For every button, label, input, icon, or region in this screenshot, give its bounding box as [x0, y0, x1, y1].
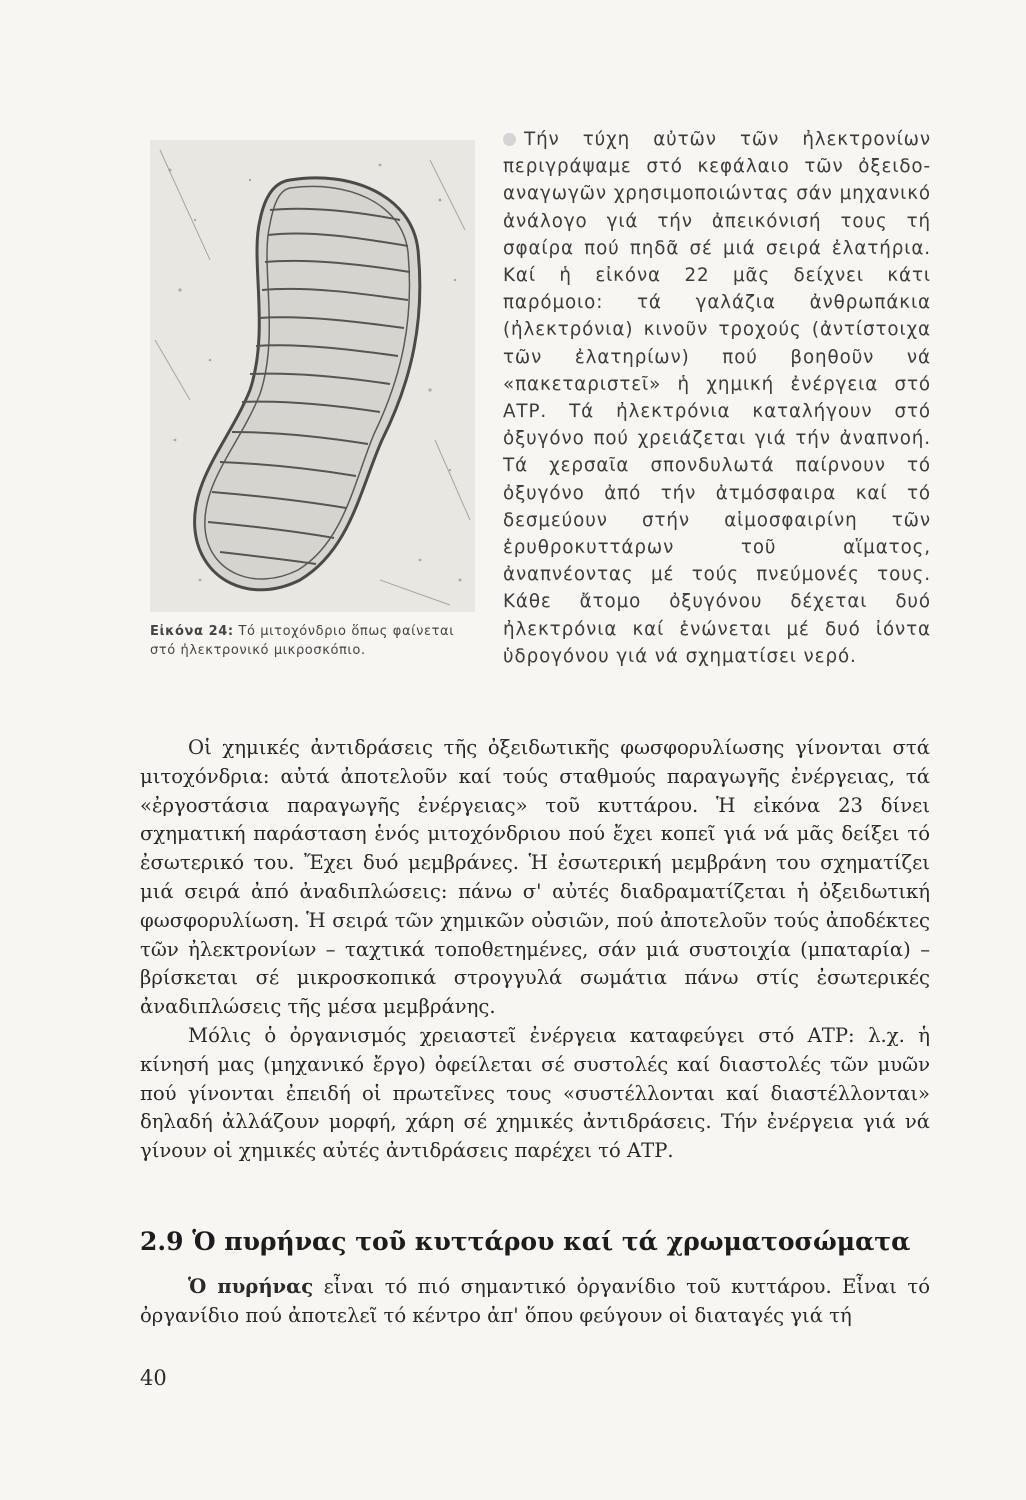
side-paragraph: Τήν τύχη αὐτῶν τῶν ἠλεκτρονίων περιγράψαμε στό κεφάλαιο τῶν ὀξειδο-αναγωγῶν χρησιμοποιώντας σάν μηχανικό ἀνάλογο γιά τήν ἀπεικόνισή τους τή σφαίρα πού πηδᾶ σέ μιά σειρά ἐλατήρια. Καί ἡ εἰκόνα 22 μᾶς δείχνει κάτι παρόμοιο: τά γαλάζια ἀνθρωπάκια (ἠλεκτρόνια) κινοῦν τροχούς (ἀντίστοιχα τῶν ἐλατηρίων) πού βοηθοῦν νά «πακεταριστεῖ» ἡ χημική ἐνέργεια στό ΑΤΡ. Τά ἠλεκτρόνια καταλήγουν στό ὀξυγόνο πού χρειάζεται γιά τήν ἀναπνοή. Τά χερσαῖα σπονδυλωτά παίρνουν τό ὀξυγόνο ἀπό τήν ἀτμόσφαιρα καί τό δεσμεύουν στήν αἱμοσφαιρίνη τῶν ἐρυθροκυττάρων τοῦ αἵματος, ἀναπνέοντας μέ τούς πνεύμονές τους. Κάθε ἄτομο ὀξυγόνου δέχεται δυό ἠλεκτρόνια καί ἑνώνεται μέ δυό ἰόντα ὑδρογόνου γιά νά σχηματίσει νερό.: [503, 129, 931, 667]
paragraph-3-rest: εἶναι τό πιό σημαντικό ὀργανίδιο τοῦ κυττάρου. Εἶναι τό ὀργανίδιο πού ἀποτελεῖ τό κέντρο ἀπ' ὅπου φεύγουν οἱ διαταγές γιά τή: [140, 1275, 931, 1327]
caption-text: Τό μιτοχόνδριο ὅπως φαίνεται στό ἠλεκτρονικό μικροσκόπιο.: [150, 624, 455, 658]
caption-label: Εἰκόνα 24:: [150, 624, 234, 639]
page-number: 40: [140, 1366, 167, 1390]
section-heading: 2.9 Ὁ πυρήνας τοῦ κυττάρου καί τά χρωματοσώματα: [140, 1227, 911, 1256]
paragraph-2: Μόλις ὁ ὀργανισμός χρειαστεῖ ἐνέργεια καταφεύγει στό ΑΤΡ: λ.χ. ἡ κίνησή μας (μηχανικό ἔργο) ὀφείλεται σέ συστολές καί διαστολές τῶν μυῶν πού γίνονται ἐπειδή οἱ πρωτεῖνες τους «συστέλλονται καί διαστέλλονται» δηλαδή ἀλλάζουν μορφή, χάρη σέ χημικές ἀντιδράσεις. Τήν ἐνέργεια γιά νά γίνουν οἱ χημικές αὐτές ἀντιδράσεις παρέχει τό ΑΤΡ.: [140, 1023, 930, 1163]
paragraph-3: [140, 1273, 930, 1331]
nucleus-text: [140, 1273, 930, 1331]
figure-caption: [150, 622, 475, 660]
side-column-text: [503, 126, 931, 670]
paragraph-1: Οἱ χημικές ἀντιδράσεις τῆς ὀξειδωτικῆς φωσφορυλίωσης γίνονται στά μιτοχόνδρια: αὐτά ἀποτελοῦν καί τούς σταθμούς παραγωγῆς ἐνέργειας, τά «ἐργοστάσια παραγωγῆς ἐνέργειας» τοῦ κυττάρου. Ἡ εἰκόνα 23 δίνει σχηματική παράσταση ἑνός μιτοχόνδριου πού ἔχει κοπεῖ γιά νά μᾶς δείξει τό ἐσωτερικό του. Ἔχει δυό μεμβράνες. Ἡ ἐσωτερική μεμβράνη του σχηματίζει μιά σειρά ἀπό ἀναδιπλώσεις: πάνω σ' αὐτές διαδραματίζεται ἡ ὀξειδωτική φωσφορυλίωση. Ἡ σειρά τῶν χημικῶν οὐσιῶν, πού ἀποτελοῦν τούς ἀποδέκτες τῶν ἠλεκτρονίων – ταχτικά τοποθετημένες, σάν μιά συστοιχία (μπαταρία) – βρίσκεται σέ μικροσκοπικά στρογγυλά σωμάτια πάνω στίς ἐσωτερικές ἀναδιπλώσεις τῆς μέσα μεμβράνης.: [140, 736, 930, 1019]
bullet-icon: [503, 133, 516, 146]
paragraph-3-bold: Ὁ πυρήνας: [188, 1275, 314, 1298]
main-text: [140, 734, 930, 1166]
mitochondrion-micrograph: [150, 140, 475, 612]
